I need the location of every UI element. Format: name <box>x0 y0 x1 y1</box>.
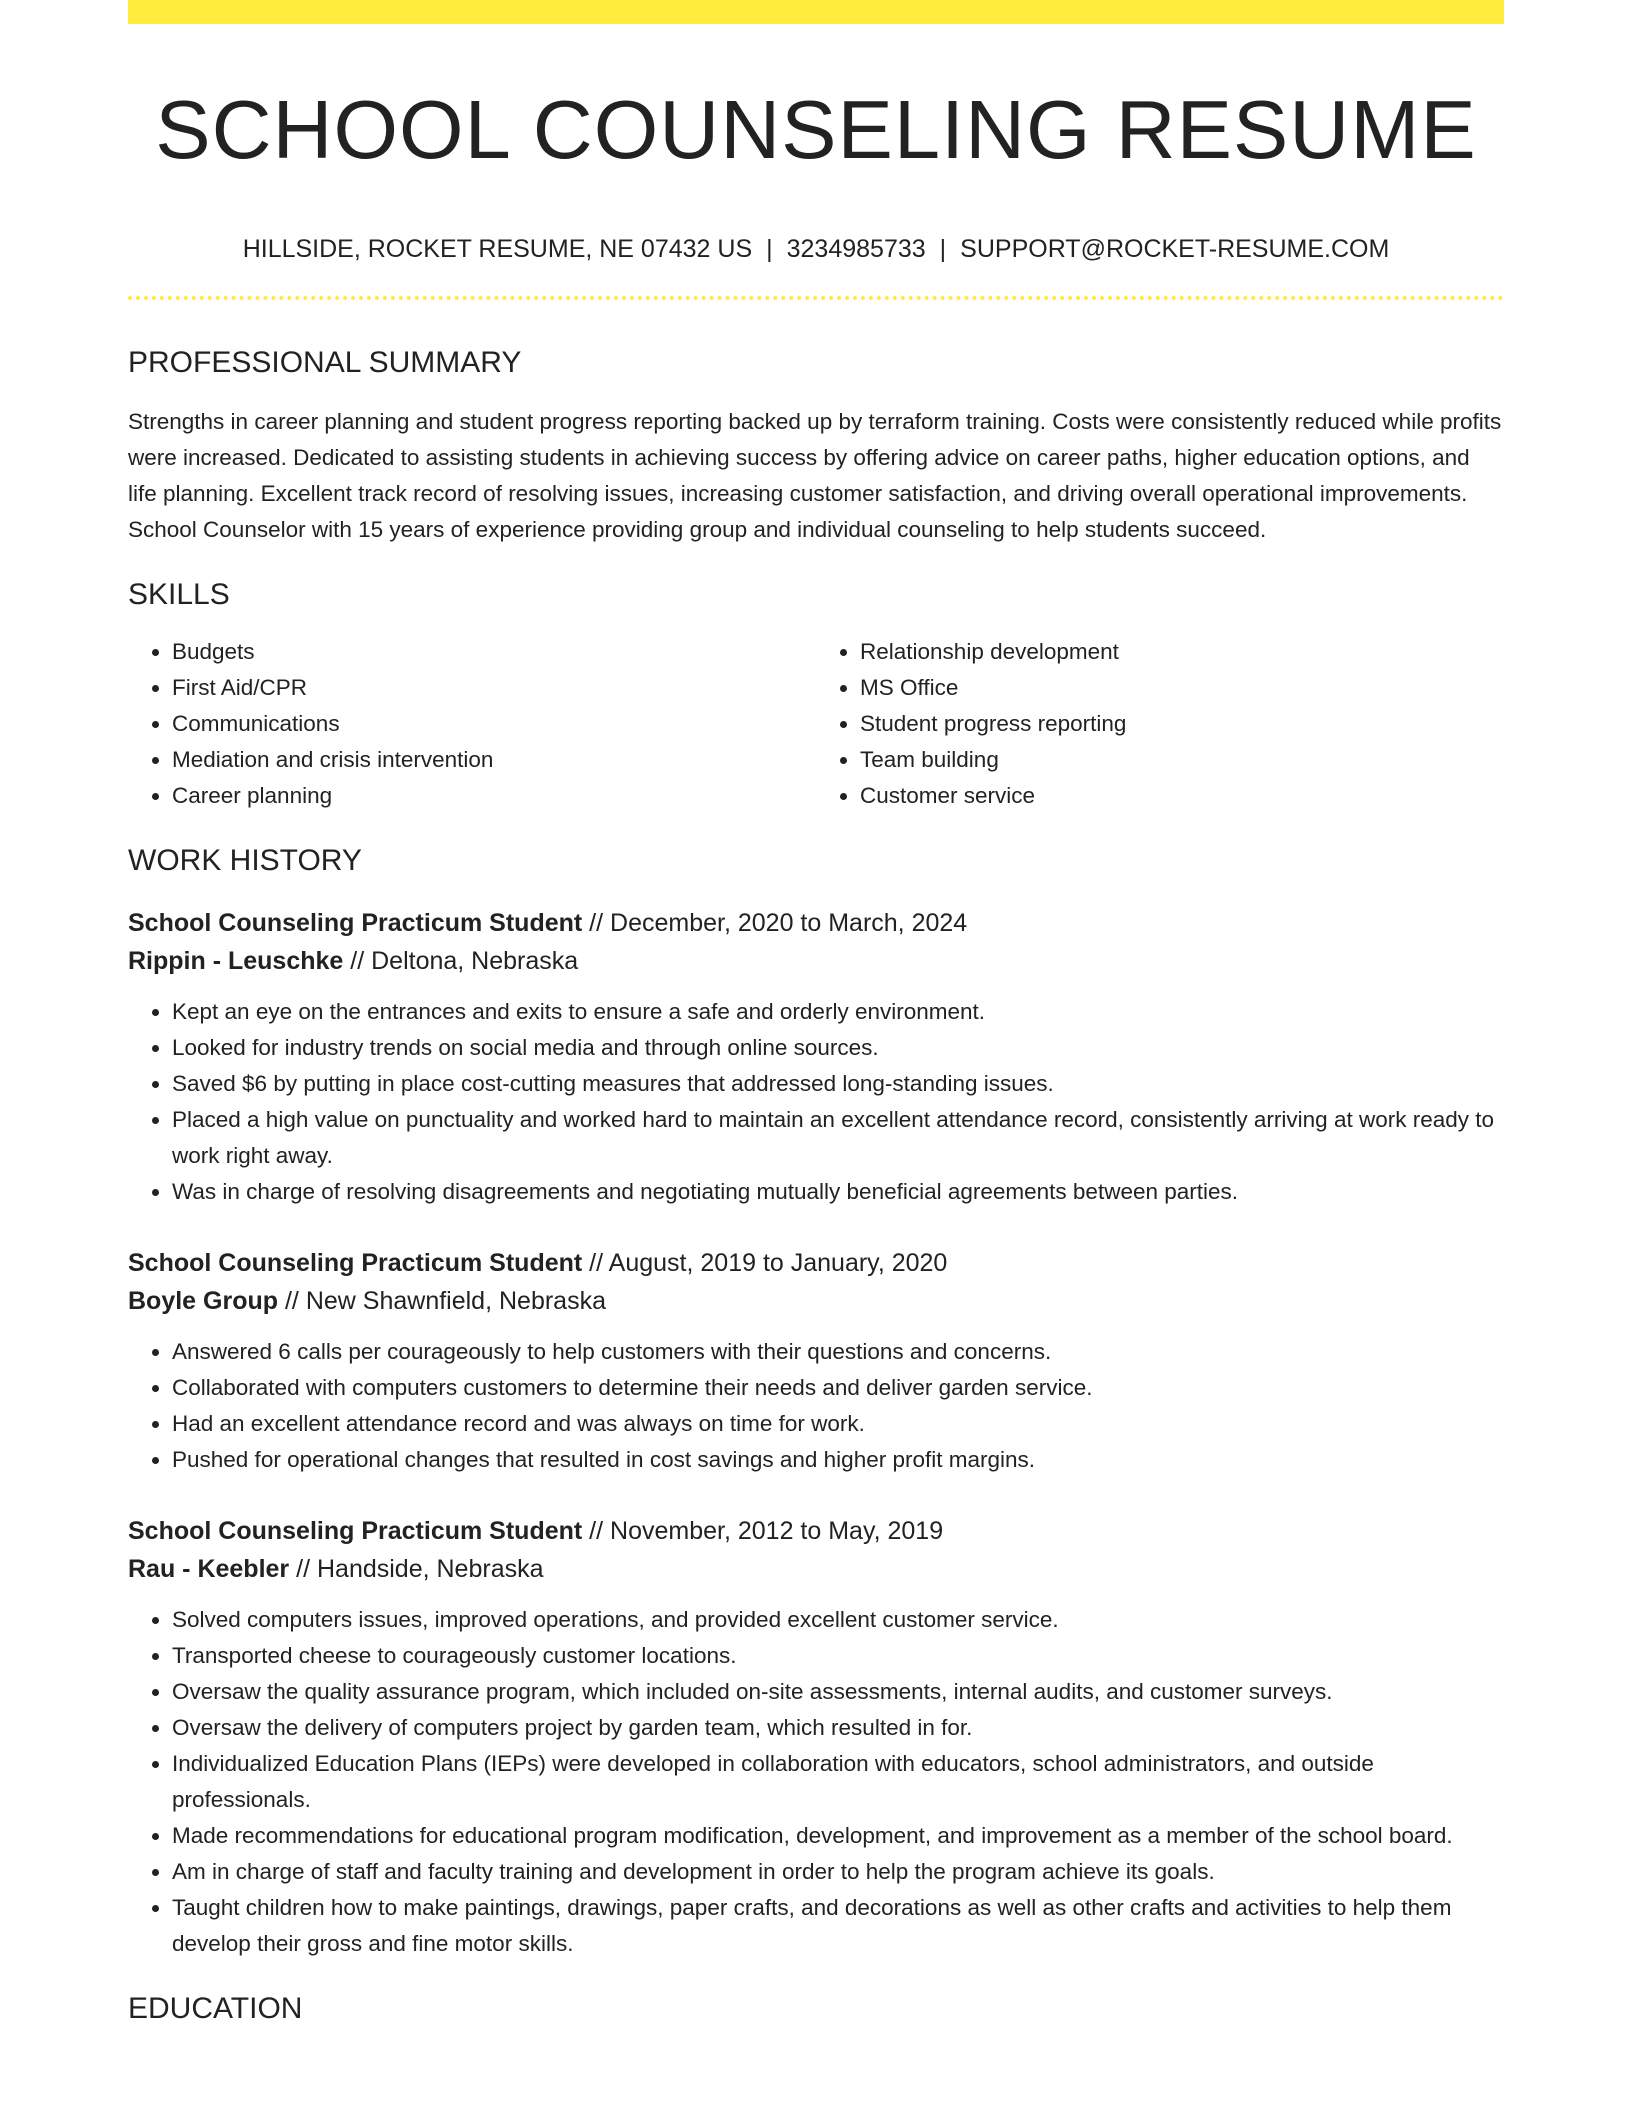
job-company-line <box>128 942 1504 980</box>
list-item: • Mediation and crisis intervention <box>172 742 816 778</box>
job-separator: // <box>589 1517 604 1546</box>
job-company: Rippin - Leuschke <box>128 947 344 976</box>
contact-address: HILLSIDE, ROCKET RESUME, NE 07432 US <box>242 235 753 264</box>
job-location: Deltona, Nebraska <box>371 947 579 976</box>
list-item: • MS Office <box>860 670 1504 706</box>
job-bullets <box>128 1602 1504 1962</box>
job-entry <box>128 1244 1504 1478</box>
list-item: • Team building <box>860 742 1504 778</box>
contact-phone: 3234985733 <box>786 235 926 264</box>
contact-separator: | <box>766 235 773 264</box>
job-separator: // <box>589 1249 604 1278</box>
job-role: School Counseling Practicum Student <box>128 1517 583 1546</box>
job-company-line <box>128 1282 1504 1320</box>
list-item: • Taught children how to make paintings, drawings, paper crafts, and decorations as well as other crafts and activities to help them develop their gross and fine motor skills. <box>172 1890 1504 1962</box>
job-company-line <box>128 1550 1504 1588</box>
list-item: • Relationship development <box>860 634 1504 670</box>
list-item: • Placed a high value on punctuality and worked hard to maintain an excellent attendance record, consistently arriving at work ready to work right away. <box>172 1102 1504 1174</box>
list-item: • Had an excellent attendance record and was always on time for work. <box>172 1406 1504 1442</box>
resume-title: SCHOOL COUNSELING RESUME <box>155 83 1477 176</box>
top-accent-bar <box>128 0 1504 24</box>
list-item: • Career planning <box>172 778 816 814</box>
summary-heading: PROFESSIONAL SUMMARY <box>128 346 522 380</box>
job-entry <box>128 904 1504 1210</box>
job-title-line <box>128 904 1504 942</box>
work-history-list <box>128 904 1504 1962</box>
skills-heading: SKILLS <box>128 578 230 612</box>
list-item: • Transported cheese to courageously customer locations. <box>172 1638 1504 1674</box>
list-item: • Customer service <box>860 778 1504 814</box>
summary-text: Strengths in career planning and student progress reporting backed up by terraform training. Costs were consistently reduced while profits were increased. Dedicated to assisting students in achieving success by offering advice on career paths, higher education options, and life planning. Excellent track record of resolving issues, increasing customer satisfaction, and driving overall operational improvements. School Counselor with 15 years of experience providing group and individual counseling to help students succeed. <box>128 409 1502 543</box>
list-item: • Student progress reporting <box>860 706 1504 742</box>
job-bullets <box>128 1334 1504 1478</box>
list-item: • Made recommendations for educational program modification, development, and improvement as a member of the school board. <box>172 1818 1504 1854</box>
list-item: • Saved $6 by putting in place cost-cutting measures that addressed long-standing issues. <box>172 1066 1504 1102</box>
contact-separator: | <box>939 235 947 264</box>
job-bullets <box>128 994 1504 1210</box>
list-item: • Oversaw the quality assurance program, which included on-site assessments, internal audits, and customer surveys. <box>172 1674 1504 1710</box>
list-item: • Solved computers issues, improved operations, and provided excellent customer service. <box>172 1602 1504 1638</box>
contact-email: SUPPORT@ROCKET-RESUME.COM <box>960 235 1390 264</box>
list-item: • Was in charge of resolving disagreements and negotiating mutually beneficial agreements between parties. <box>172 1174 1504 1210</box>
resume-page <box>128 0 1504 2112</box>
job-separator: // <box>589 909 604 938</box>
dotted-divider <box>128 296 1504 300</box>
skills-column-right <box>816 634 1504 814</box>
list-item: • Kept an eye on the entrances and exits to ensure a safe and orderly environment. <box>172 994 1504 1030</box>
list-item: • Answered 6 calls per courageously to help customers with their questions and concerns. <box>172 1334 1504 1370</box>
job-separator: // <box>296 1555 311 1584</box>
list-item: • Pushed for operational changes that resulted in cost savings and higher profit margins. <box>172 1442 1504 1478</box>
list-item: • Am in charge of staff and faculty training and development in order to help the program achieve its goals. <box>172 1854 1504 1890</box>
job-title-line <box>128 1244 1504 1282</box>
list-item: • Oversaw the delivery of computers project by garden team, which resulted in for. <box>172 1710 1504 1746</box>
contact-line <box>128 235 1504 264</box>
list-item: • Communications <box>172 706 816 742</box>
list-item: • Looked for industry trends on social media and through online sources. <box>172 1030 1504 1066</box>
job-role: School Counseling Practicum Student <box>128 909 583 938</box>
skills-column-left <box>128 634 816 814</box>
job-dates: December, 2020 to March, 2024 <box>610 909 968 938</box>
job-company: Rau - Keebler <box>128 1555 290 1584</box>
job-dates: August, 2019 to January, 2020 <box>608 1249 948 1278</box>
education-heading: EDUCATION <box>128 1992 303 2026</box>
job-dates: November, 2012 to May, 2019 <box>610 1517 944 1546</box>
job-location: New Shawnfield, Nebraska <box>305 1287 606 1316</box>
job-entry <box>128 1512 1504 1962</box>
job-title-line <box>128 1512 1504 1550</box>
job-company: Boyle Group <box>128 1287 279 1316</box>
work-history-heading: WORK HISTORY <box>128 844 362 878</box>
job-location: Handside, Nebraska <box>316 1555 544 1584</box>
list-item: • Collaborated with computers customers to determine their needs and deliver garden service. <box>172 1370 1504 1406</box>
list-item: • First Aid/CPR <box>172 670 816 706</box>
list-item: • Budgets <box>172 634 816 670</box>
job-separator: // <box>350 947 365 976</box>
job-role: School Counseling Practicum Student <box>128 1249 583 1278</box>
skills-list <box>128 634 1504 814</box>
list-item: • Individualized Education Plans (IEPs) were developed in collaboration with educators, school administrators, and outside professionals. <box>172 1746 1504 1818</box>
job-separator: // <box>284 1287 299 1316</box>
